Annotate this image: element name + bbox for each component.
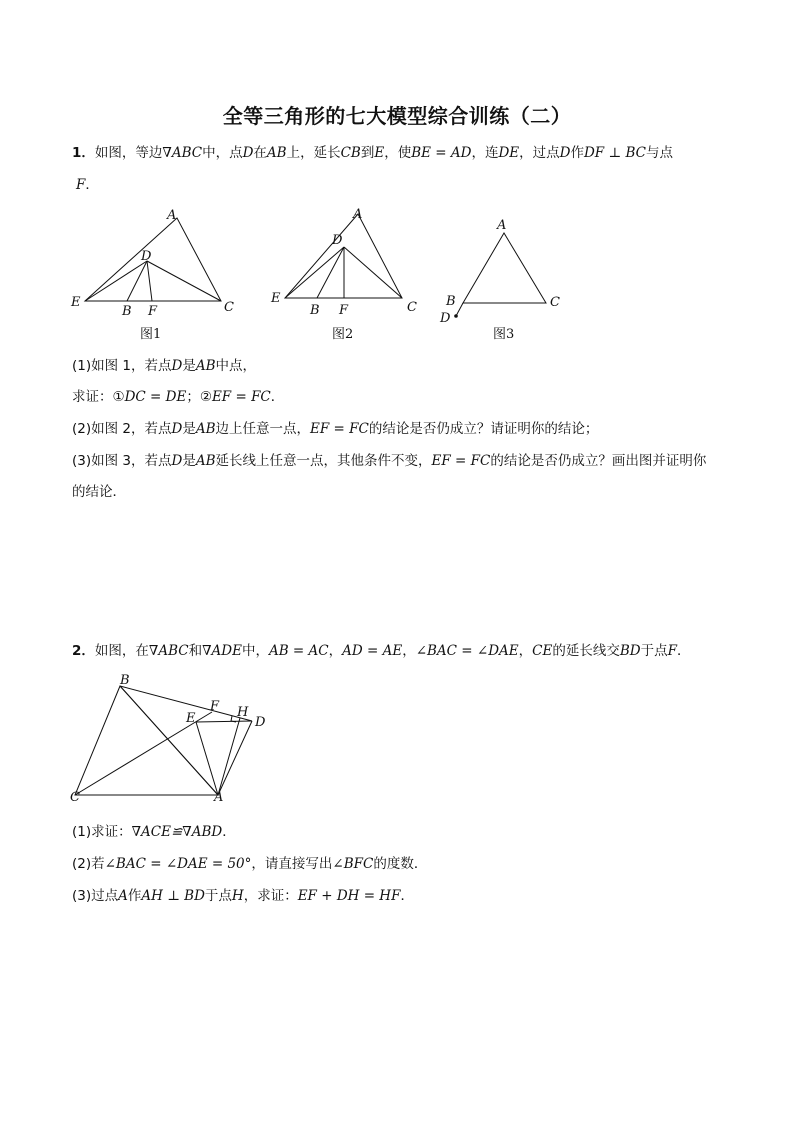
fig1-label-c: C <box>224 300 234 315</box>
q1-math-cb: CB <box>340 145 361 161</box>
q1-math-ef-fc: EF = FC <box>431 453 491 469</box>
q1-math-ab: AB <box>266 145 287 161</box>
fig2-segment-de <box>285 247 344 298</box>
q2-text: 中， <box>241 643 269 659</box>
q1-math-d: D <box>242 145 254 161</box>
q2-segment-ad <box>218 721 252 795</box>
q1-text: (1)如图 1，若点 <box>72 358 172 374</box>
q1-text: 是 <box>182 358 196 374</box>
q2-label-b: B <box>120 673 130 688</box>
q2-math-abc: ∇ABC <box>148 643 189 659</box>
q2-math-angles: ∠BAC = ∠DAE <box>415 643 519 659</box>
q1-stem-line1 <box>72 143 732 163</box>
q2-segment-ab-inner <box>120 686 218 795</box>
q2-part2 <box>72 854 732 874</box>
q1-part3-cont <box>72 482 732 502</box>
q1-math-d: D <box>171 421 183 437</box>
q1-part2 <box>72 419 732 439</box>
q2-segment-ah <box>218 718 240 795</box>
q2-math-ade: ∇ADE <box>202 643 242 659</box>
fig1-segment-df <box>147 261 152 301</box>
q1-math-ab: AB <box>195 358 216 374</box>
q2-label-h: H <box>237 705 249 720</box>
fig1-label-b: B <box>122 304 132 319</box>
q1-text: 是 <box>182 421 196 437</box>
q1-math-ab: AB <box>195 453 216 469</box>
q1-text: ，使 <box>384 145 412 161</box>
q2-text: ． <box>400 888 414 904</box>
q2-math-f: F <box>667 643 677 659</box>
q1-math-e: E <box>374 145 385 161</box>
q1-math-d: D <box>171 358 183 374</box>
fig1-label-e: E <box>71 295 81 310</box>
q2-text: 作 <box>127 888 142 904</box>
fig2-label-d: D <box>332 233 343 248</box>
q2-text: (3)过点 <box>72 888 119 904</box>
q2-text: ， <box>328 643 343 659</box>
q1-math-df-bc: DF ⊥ BC <box>583 145 646 161</box>
q2-math-h: H <box>231 888 244 904</box>
q2-segment-ed <box>196 721 252 722</box>
q2-text: ． <box>676 643 691 659</box>
q2-part3 <box>72 886 732 906</box>
q1-text: 求证： <box>72 389 113 405</box>
q1-text: 中点， <box>215 358 257 374</box>
fig3-label-c: C <box>550 295 560 310</box>
fig3-extension-bd <box>456 303 463 316</box>
q2-math-a: A <box>118 888 128 904</box>
fig2-label-f: F <box>339 303 349 318</box>
q2-text: (1)求证： <box>72 824 132 840</box>
q1-text: 在 <box>253 145 267 161</box>
q2-math-angles50: ∠BAC = ∠DAE = 50° <box>104 856 252 872</box>
q2-math-bfc: ∠BFC <box>332 856 374 872</box>
q1-math-d: D <box>559 145 571 161</box>
q2-text: ， <box>402 643 416 659</box>
q1-text: 的结论． <box>72 484 126 500</box>
q1-math-dc-de: DC = DE <box>124 389 187 405</box>
q1-math-ef-fc: EF = FC <box>211 389 271 405</box>
q1-text: ． <box>270 389 285 405</box>
q2-math-ad-ae: AD = AE <box>342 643 403 659</box>
q2-text: ， <box>518 643 533 659</box>
fig1-label-a: A <box>167 208 177 223</box>
q2-math-bd: BD <box>619 643 641 659</box>
q2-text: 和 <box>188 643 203 659</box>
fig2-caption: 图2 <box>332 327 354 342</box>
page-title: 全等三角形的七大模型综合训练（二） <box>222 104 572 128</box>
fig1-segment-de <box>85 261 147 301</box>
fig2-label-a: A <box>353 207 363 222</box>
fig3-label-a: A <box>497 218 507 233</box>
q2-math-ah-bd: AH ⊥ BD <box>141 888 205 904</box>
fig3-label-d: D <box>440 311 451 326</box>
fig3-caption: 图3 <box>493 327 515 342</box>
fig1-triangle-outline <box>85 218 221 301</box>
q2-text: 于点 <box>204 888 232 904</box>
q2-math-ce: CE <box>532 643 553 659</box>
q1-text: 与点 <box>645 145 673 161</box>
q1-circle-2: ② <box>199 389 212 405</box>
q1-math-f: F <box>76 177 86 193</box>
q1-text: ，连 <box>471 145 499 161</box>
q2-label-d: D <box>255 715 266 730</box>
q1-text: ，过点 <box>519 145 560 161</box>
q1-text: 的结论是否仍成立？请证明你的结论； <box>368 421 599 437</box>
fig2-segment-dc <box>344 247 402 298</box>
q1-text: 上，延长 <box>286 145 341 161</box>
q2-number: 2． <box>72 643 95 659</box>
q2-label-c: C <box>70 790 80 805</box>
fig3-point-d <box>454 314 458 318</box>
q1-text: (3)如图 3，若点 <box>72 453 172 469</box>
q1-number: 1． <box>72 145 95 161</box>
q1-part3 <box>72 451 732 471</box>
fig3-triangle-outline <box>463 233 546 303</box>
q2-label-a: A <box>214 790 224 805</box>
q1-part1 <box>72 356 732 376</box>
fig1-caption: 图1 <box>140 327 162 342</box>
q1-math-ef-fc: EF = FC <box>310 421 369 437</box>
q2-text: (2)若 <box>72 856 105 872</box>
q1-text: 延长线上任意一点，其他条件不变， <box>215 453 432 469</box>
q1-math-ab: AB <box>195 421 216 437</box>
fig1-label-f: F <box>148 304 158 319</box>
q1-text: 到 <box>360 145 375 161</box>
q1-stem-line2 <box>76 175 736 195</box>
q1-math-d: D <box>171 453 183 469</box>
q2-triangle-abc <box>75 686 218 795</box>
q2-stem <box>72 641 732 661</box>
q1-text: 是 <box>182 453 196 469</box>
q1-text: 中，点 <box>202 145 243 161</box>
fig2-segment-db <box>317 247 344 298</box>
q2-math-congruent: ∇ACE≌∇ABD <box>131 824 223 840</box>
q2-text: 的延长线交 <box>552 643 620 659</box>
q1-text: ． <box>85 177 99 193</box>
q1-text: (2)如图 2，若点 <box>72 421 172 437</box>
fig3-label-b: B <box>446 294 456 309</box>
q1-circle-1: ① <box>112 389 125 405</box>
fig2-label-e: E <box>271 291 281 306</box>
q2-text: ，请直接写出 <box>251 856 333 872</box>
q1-text: 的结论是否仍成立？画出图并证明你 <box>490 453 707 469</box>
q2-text: ． <box>222 824 236 840</box>
q1-text: 边上任意一点， <box>215 421 311 437</box>
q2-figure <box>66 670 276 810</box>
q1-figure-3 <box>436 210 566 345</box>
q1-text: 如图，等边 <box>94 145 163 161</box>
fig2-label-c: C <box>407 300 417 315</box>
q2-label-e: E <box>186 711 196 726</box>
q2-label-f: F <box>210 699 220 714</box>
q1-figure-1 <box>66 205 246 345</box>
q1-figure-2 <box>266 200 431 345</box>
q2-text: ，求证： <box>243 888 298 904</box>
q1-text: 作 <box>570 145 584 161</box>
q1-part1-proof <box>72 387 732 407</box>
q1-math-be-ad: BE = AD <box>411 145 472 161</box>
fig2-label-b: B <box>310 303 320 318</box>
fig1-label-d: D <box>141 249 152 264</box>
q1-math-de: DE <box>498 145 520 161</box>
q2-part1 <box>72 822 732 842</box>
q2-text: 的度数． <box>373 856 428 872</box>
q1-text: ； <box>186 389 200 405</box>
q2-text: 于点 <box>640 643 668 659</box>
q2-math-ab-ac: AB = AC <box>268 643 329 659</box>
q2-text: 如图，在 <box>94 643 149 659</box>
q2-math-sum: EF + DH = HF <box>297 888 401 904</box>
q2-segment-ae <box>196 722 218 795</box>
q1-math-abc: ∇ABC <box>162 145 203 161</box>
